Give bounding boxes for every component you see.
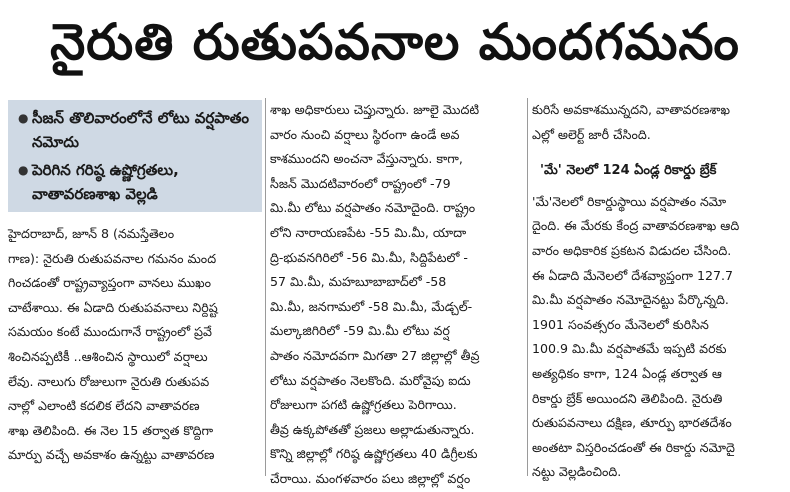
text-line: 57 మి.మీ, మహబూబాబాద్‌లో -58	[270, 274, 447, 290]
text-line: రికార్డు బ్రేక్‌ అయిందని తెలిపింది. నైరుతి	[532, 390, 723, 406]
text-line: శాఖ తెలిపింది. ఈ నెల 15 తర్వాత కొద్దిగా	[8, 422, 214, 438]
text-line: మి.మీ వర్షపాతం నమోదైనట్టు పేర్కొన్నది.	[532, 292, 729, 308]
text-line: హైదరాబాద్‌, జూన్‌ 8 (నమస్తేతెలం	[8, 226, 175, 241]
text-line: లోని నారాయణపేట -55 మి.మీ, యాదా	[270, 224, 467, 240]
text-line: మి.మీ, జనగామలో -58 మి.మీ, మేడ్చల్‌-	[270, 298, 473, 314]
text-line: 'మే'నెలలో రికార్డుస్థాయి వర్షపాతం నమో	[532, 193, 727, 209]
highlight-text: సీజన్‌ తొలివారంలోనే లోటు వర్షపాతం నమోదు	[32, 109, 250, 151]
paragraph	[8, 222, 262, 468]
text-line: లోటు వర్షపాతం నెలకొంది. మరోవైపు ఐదు	[270, 372, 471, 388]
text-line: మి.మీ లోటు వర్షపాతం నమోదైంది. రాష్ట్రం	[270, 200, 476, 216]
paragraph	[532, 98, 786, 147]
text-line: కొన్ని జిల్లాల్లో గరిష్ఠ ఉష్ణోగ్రతలు 40 డిగ్రీలకు	[270, 446, 478, 462]
highlight-item	[18, 158, 256, 206]
text-line: పాతం నమోదవగా మిగతా 27 జిల్లాల్లో తీవ్ర	[270, 347, 480, 363]
subheading: 'మే' నెలలో 124 ఏండ్ల రికార్డు బ్రేక్‌	[540, 163, 717, 179]
text-line: చేరాయి. మంగళవారం పలు జిల్లాల్లో వర్షం	[270, 470, 471, 486]
text-line: వారం అధికారిక ప్రకటన విడుదల చేసింది.	[532, 242, 732, 258]
text-line: గాణ): నైరుతి రుతుపవనాల గమనం మంద	[8, 250, 217, 266]
text-line: రుతుపవనాలు దక్షిణ, తూర్పు భారతదేశం	[532, 415, 732, 431]
column-2	[270, 98, 524, 486]
highlights-box	[8, 100, 262, 212]
highlight-text: పెరిగిన గరిష్ఠ ఉష్ణోగ్రతలు, వాతావరణశాఖ వెల్లడి	[32, 161, 179, 203]
text-line: ఎల్లో అలెర్ట్‌ జారీ చేసింది.	[532, 126, 651, 142]
text-line: లేవు. నాలుగు రోజులుగా నైరుతి రుతుపవ	[8, 373, 210, 389]
article-body	[0, 98, 790, 486]
bullet-icon: ●	[18, 111, 29, 125]
text-line: నట్టు వెల్లడించింది.	[532, 464, 622, 480]
bullet-icon: ●	[18, 163, 29, 177]
text-line: 100.9 మి.మీ వర్షపాతమే ఇప్పటి వరకు	[532, 341, 727, 357]
text-line: 1901 సంవత్సరం మేనెలలో కురిసిన	[532, 316, 709, 332]
text-line: శాఖ అధికారులు చెప్తున్నారు. జూలై మొదటి	[270, 102, 480, 117]
text-line: కాశముందని అంచనా వేస్తున్నారు. కాగా,	[270, 151, 463, 167]
text-line: మార్పు వచ్చే అవకాశం ఉన్నట్టు వాతావరణ	[8, 447, 215, 463]
text-line: మల్కాజిగిరిలో -59 మి.మీ లోటు వర్ష	[270, 323, 450, 339]
highlight-item	[18, 106, 256, 154]
text-line: తీవ్ర ఉక్కపోతతో ప్రజలు అల్లాడుతున్నారు.	[270, 421, 475, 437]
text-line: నాల్లో ఎలాంటి కదలిక లేదని వాతావరణ	[8, 398, 200, 414]
text-line: రోజులుగా పగటి ఉష్ణోగ్రతలు పెరిగాయి.	[270, 397, 457, 413]
text-line: ద్రి-భువనగిరిలో -56 మి.మీ, సిద్దిపేటలో -	[270, 249, 468, 265]
text-line: కురిసే అవకాశమున్నదని, వాతావరణశాఖ	[532, 102, 731, 117]
text-line: వారం నుంచి వర్షాలు స్థిరంగా ఉండే అవ	[270, 126, 460, 142]
article-headline: నైరుతి రుతుపవనాల మందగమనం	[50, 12, 740, 71]
column-3	[532, 98, 786, 480]
paragraph	[532, 190, 786, 485]
paragraph	[270, 98, 524, 492]
text-line: అత్యధికం కాగా, 124 ఏండ్ల తర్వాత ఆ	[532, 365, 722, 381]
text-line: దైంది. ఈ మేరకు కేంద్ర వాతావరణశాఖ ఆది	[532, 218, 740, 234]
text-line: ఈ ఏడాది మేనెలలో దేశవ్యాప్తంగా 127.7	[532, 267, 734, 283]
text-line: సమయం కంటే ముందుగానే రాష్ట్రంలో ప్రవే	[8, 324, 212, 340]
text-line: చాటేశాయి. ఈ ఏడాది రుతుపవనాలు నిర్దిష్ట	[8, 299, 218, 315]
text-line: గించడంతో రాష్ట్రవ్యాప్తంగా వానలు ముఖం	[8, 275, 212, 291]
text-line: సీజన్‌ మొదటివారంలో రాష్ట్రంలో -79	[270, 175, 451, 191]
text-line: శించినప్పటికీ ..ఆశించిన స్థాయిలో వర్షాలు	[8, 348, 208, 364]
column-1	[8, 98, 262, 476]
text-line: అంతటా విస్తరించడంతో ఈ రికార్డు నమోదై	[532, 439, 735, 455]
